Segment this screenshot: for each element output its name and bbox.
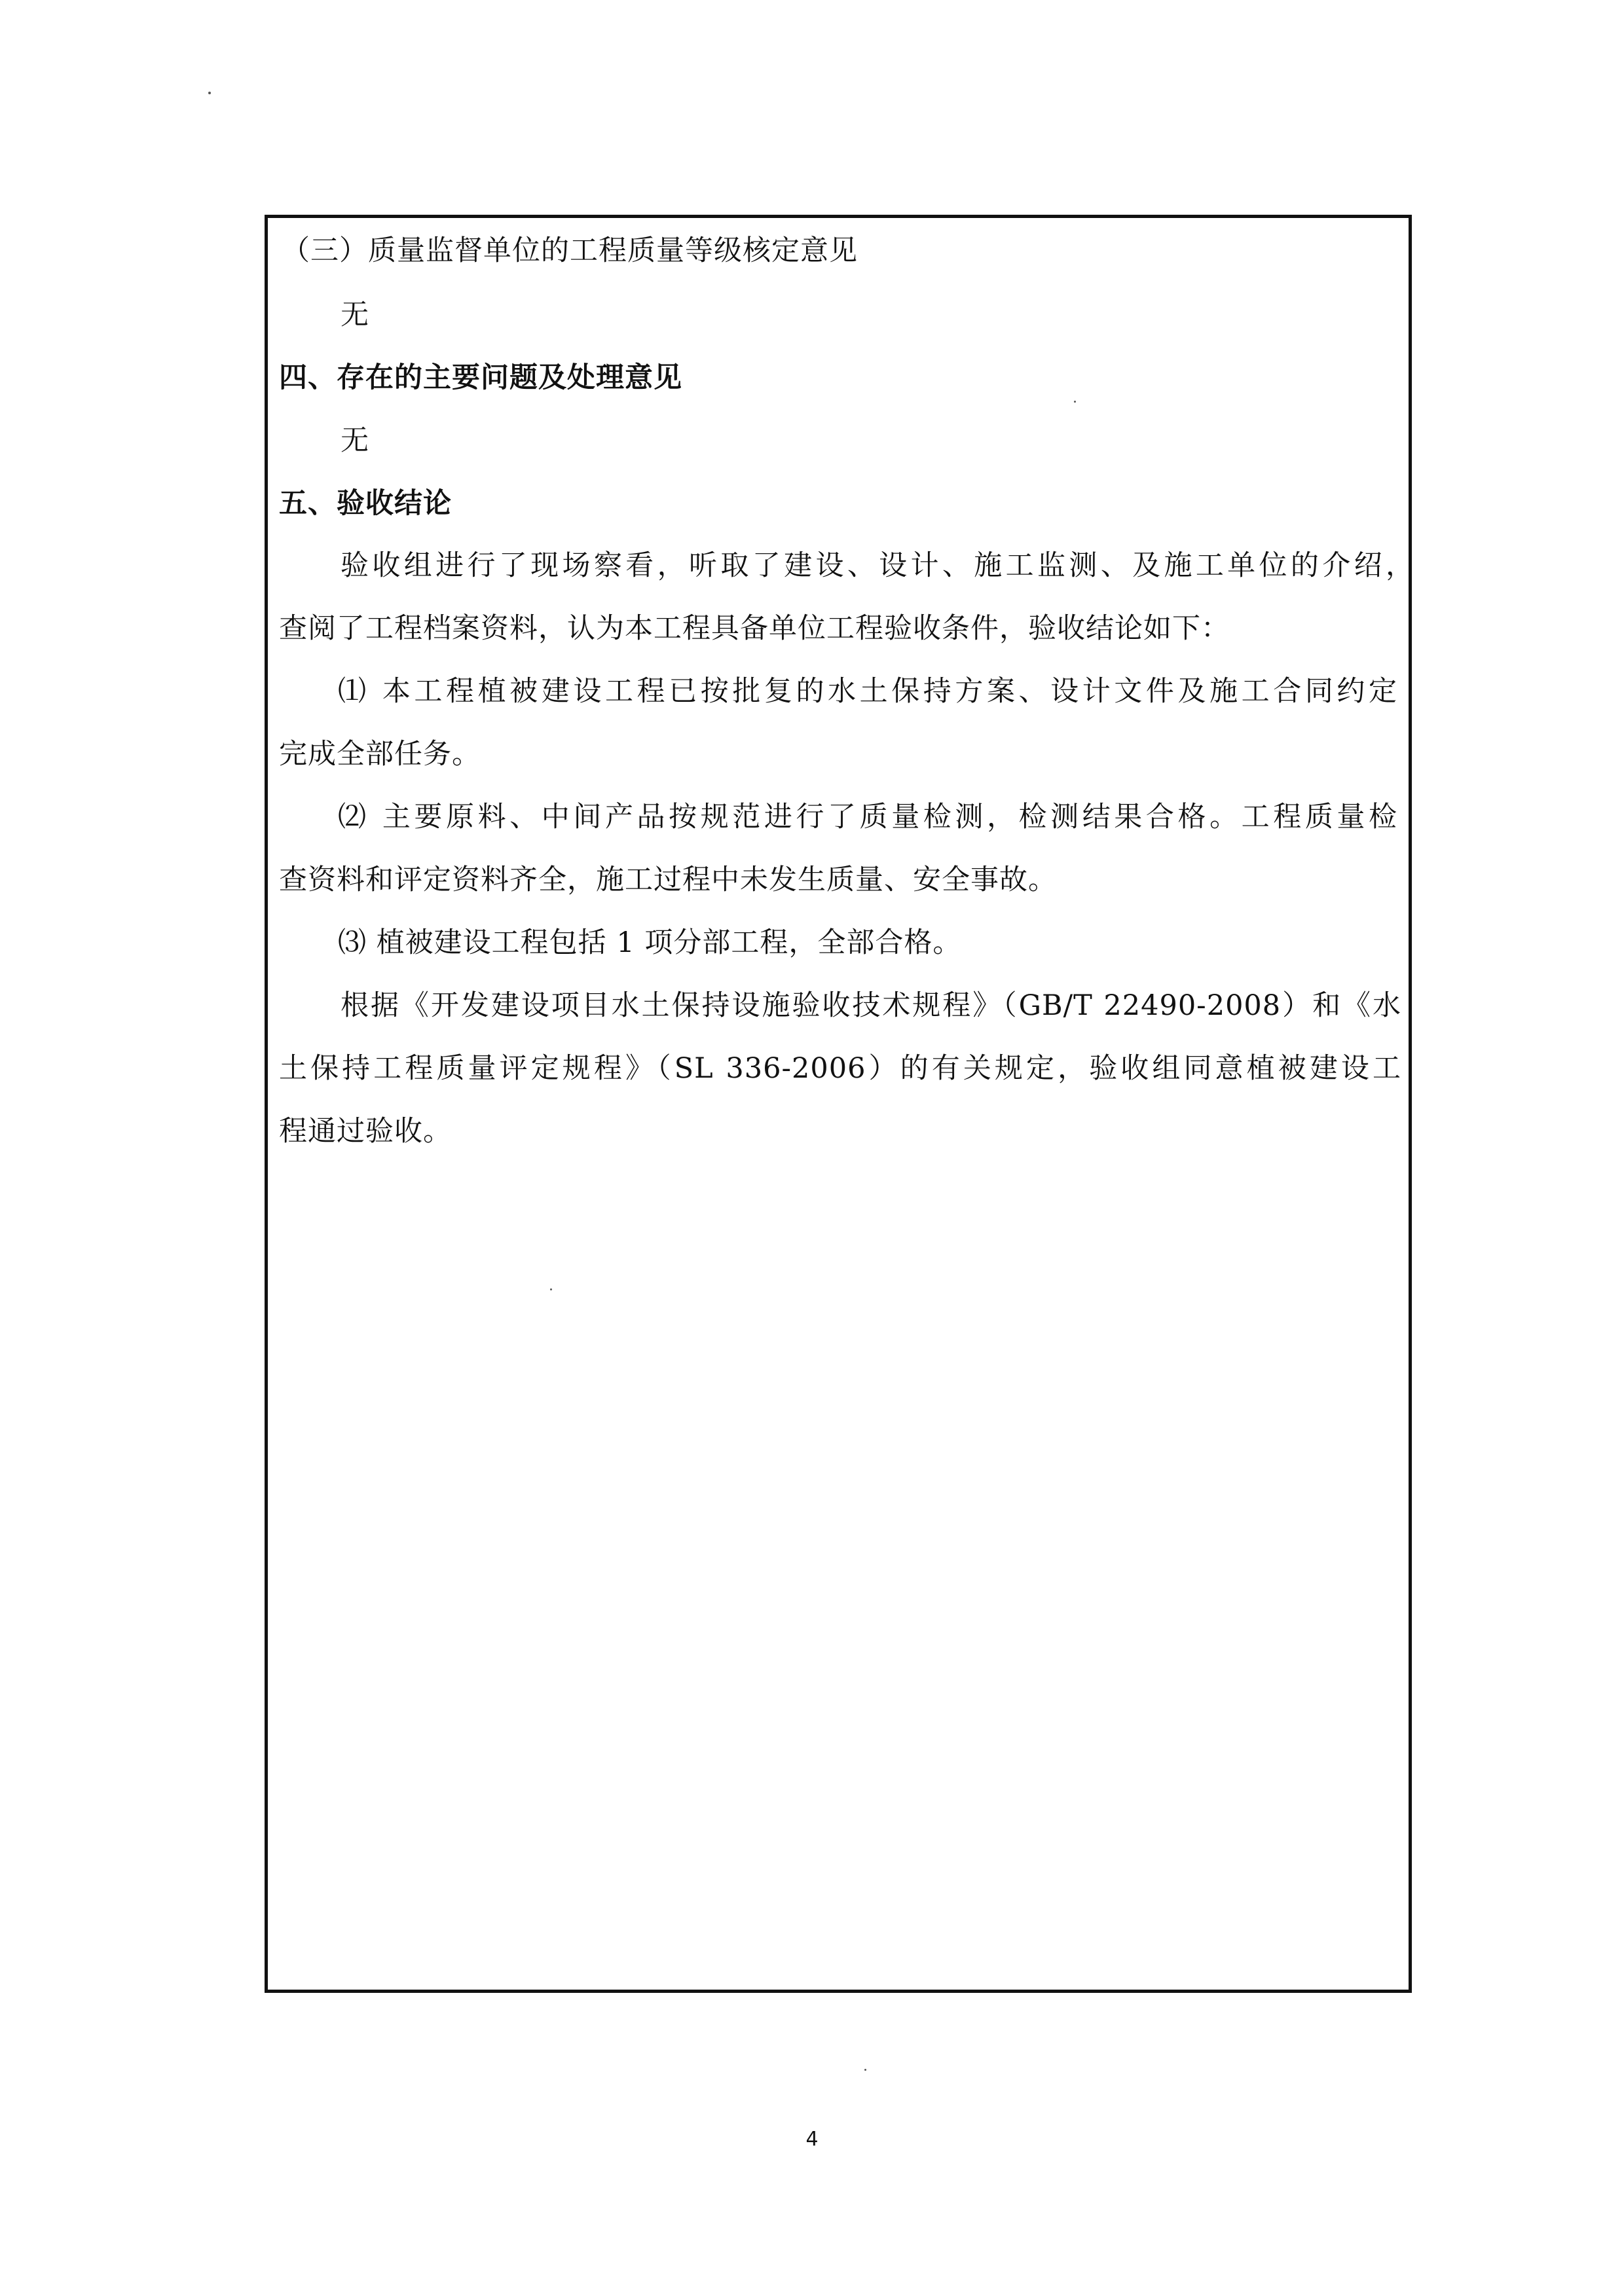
scan-speck bbox=[864, 2069, 866, 2071]
basis-line2: 土保持工程质量评定规程》（SL 336-2006）的有关规定，验收组同意植被建设工 bbox=[279, 1052, 1401, 1085]
scan-speck bbox=[550, 1288, 552, 1290]
basis-line1: 根据《开发建设项目水土保持设施验收技术规程》（GB/T 22490-2008）和《水 bbox=[341, 989, 1401, 1022]
page-number: 4 bbox=[805, 2128, 819, 2151]
section4-content: 无 bbox=[341, 424, 369, 457]
item1-line2: 完成全部任务。 bbox=[279, 738, 481, 771]
scan-speck bbox=[208, 92, 211, 94]
conclusion-intro-line2: 查阅了工程档案资料，认为本工程具备单位工程验收条件，验收结论如下： bbox=[279, 612, 1230, 645]
item1-line1: ⑴ 本工程植被建设工程已按批复的水土保持方案、设计文件及施工合同约定 bbox=[338, 675, 1397, 708]
section3-content: 无 bbox=[341, 299, 369, 331]
item2-line2: 查资料和评定资料齐全，施工过程中未发生质量、安全事故。 bbox=[279, 864, 1057, 896]
basis-line3: 程通过验收。 bbox=[279, 1115, 452, 1148]
conclusion-intro-line1: 验收组进行了现场察看，听取了建设、设计、施工监测、及施工单位的介绍， bbox=[341, 549, 1414, 582]
scan-speck bbox=[1074, 401, 1076, 403]
item3-line1: ⑶ 植被建设工程包括 1 项分部工程，全部合格。 bbox=[338, 926, 962, 959]
section3-heading: （三）质量监督单位的工程质量等级核定意见 bbox=[282, 234, 858, 267]
section4-heading: 四、存在的主要问题及处理意见 bbox=[279, 361, 682, 394]
item2-line1: ⑵ 主要原料、中间产品按规范进行了质量检测，检测结果合格。工程质量检 bbox=[338, 801, 1397, 833]
section5-heading: 五、验收结论 bbox=[279, 487, 452, 520]
content-frame bbox=[265, 215, 1412, 1993]
